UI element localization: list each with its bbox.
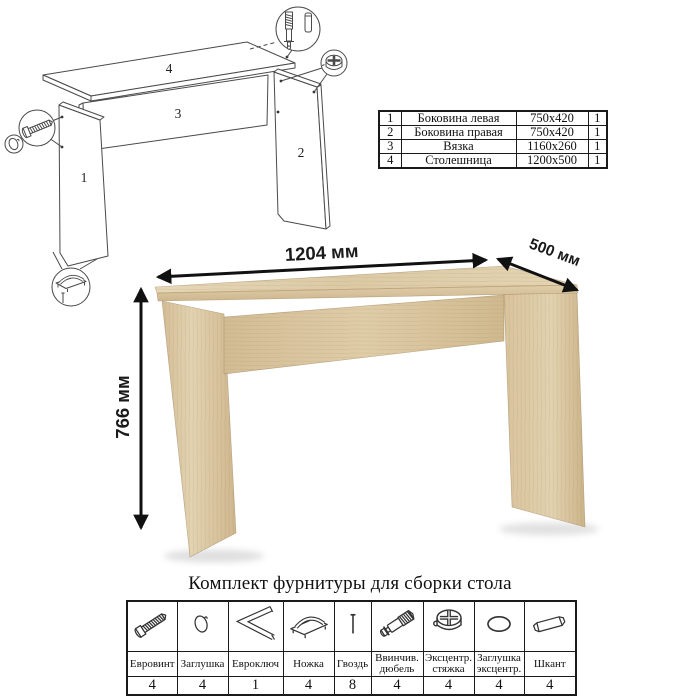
part-size: 750x420 [516, 111, 588, 126]
part-number-4: 4 [165, 61, 173, 76]
nail-icon [336, 602, 370, 646]
table-row [379, 111, 607, 126]
hardware-item-qty: 4 [127, 677, 177, 696]
part-qty: 1 [588, 126, 607, 140]
hardware-item-qty: 4 [283, 677, 334, 696]
table-row [379, 140, 607, 154]
part-number-1: 1 [80, 170, 88, 185]
part-qty: 1 [588, 111, 607, 126]
hardware-item-qty: 8 [334, 677, 371, 696]
callout-euroscrew [19, 110, 55, 146]
hardware-icon-cell [177, 601, 228, 652]
cap-icon [180, 602, 226, 646]
hardware-item-label: Заглушка [177, 652, 228, 677]
desk-render-main [90, 230, 610, 575]
hardware-item-qty: 1 [228, 677, 283, 696]
hardware-icon-cell [334, 601, 371, 652]
part-name: Боковина правая [401, 126, 516, 140]
part-num: 3 [379, 140, 401, 154]
hardware-icon-cell [371, 601, 423, 652]
hardware-labels-row [127, 652, 576, 677]
callout-cam-lock [321, 50, 347, 76]
part-size: 750x420 [516, 126, 588, 140]
hardware-item-label: Заглушка эксцентр. [474, 652, 524, 677]
hardware-table [126, 600, 577, 696]
hardware-icon-cell [127, 601, 177, 652]
width-dimension-label: 1204 мм [284, 239, 360, 266]
hardware-item-label: Евроключ [228, 652, 283, 677]
hardware-item-qty: 4 [371, 677, 423, 696]
hardware-icon-cell [283, 601, 334, 652]
part-name: Вязка [401, 140, 516, 154]
euroscrew-icon [129, 602, 175, 646]
callout-foot [52, 268, 90, 306]
desk-right-leg [504, 292, 585, 527]
part-name: Боковина левая [401, 111, 516, 126]
part-name: Столешница [401, 154, 516, 169]
hardware-item-qty: 4 [524, 677, 576, 696]
callout-cap [5, 135, 23, 153]
dowel-mini-icon [305, 13, 312, 32]
hardware-item-qty: 4 [177, 677, 228, 696]
part-size: 1200x500 [516, 154, 588, 169]
hardware-kit-title: Комплект фурнитуры для сборки стола [188, 573, 512, 594]
desk-back-rail [224, 295, 504, 374]
hardware-item-label: Гвоздь [334, 652, 371, 677]
part-number-3: 3 [174, 106, 182, 121]
hardware-item-label: Ввинчив. дюбель [371, 652, 423, 677]
part-number-2: 2 [297, 145, 305, 160]
height-dimension-label: 766 мм [112, 375, 133, 439]
hardware-item-label: Евровинт [127, 652, 177, 677]
foot-icon [286, 602, 332, 646]
hardware-icon-cell [524, 601, 576, 652]
screw-dowel-icon [374, 602, 420, 646]
dowel-icon [527, 602, 573, 646]
cam-lock-icon [426, 602, 472, 646]
part-size: 1160x260 [516, 140, 588, 154]
hardware-qty-row [127, 677, 576, 696]
parts-table [378, 110, 608, 169]
hardware-item-label: Эксцентр. стяжка [424, 652, 473, 675]
part-qty: 1 [588, 140, 607, 154]
table-row [379, 154, 607, 169]
hardware-item-qty: 4 [474, 677, 524, 696]
hardware-icon-cell [228, 601, 283, 652]
hardware-item-label: Шкант [524, 652, 576, 677]
hardware-icon-cell [474, 601, 524, 652]
hardware-item-qty: 4 [423, 677, 474, 696]
hardware-item-label: Ножка [283, 652, 334, 677]
part-num: 4 [379, 154, 401, 169]
part-num: 2 [379, 126, 401, 140]
part-qty: 1 [588, 154, 607, 169]
cam-cap-icon [476, 602, 522, 646]
hardware-icon-cell [423, 601, 474, 652]
hexkey-icon [233, 602, 279, 646]
part-num: 1 [379, 111, 401, 126]
hardware-icons-row [127, 601, 576, 652]
depth-dimension-label: 500 мм [526, 235, 583, 271]
table-row [379, 126, 607, 140]
callout-dowels [276, 7, 320, 51]
